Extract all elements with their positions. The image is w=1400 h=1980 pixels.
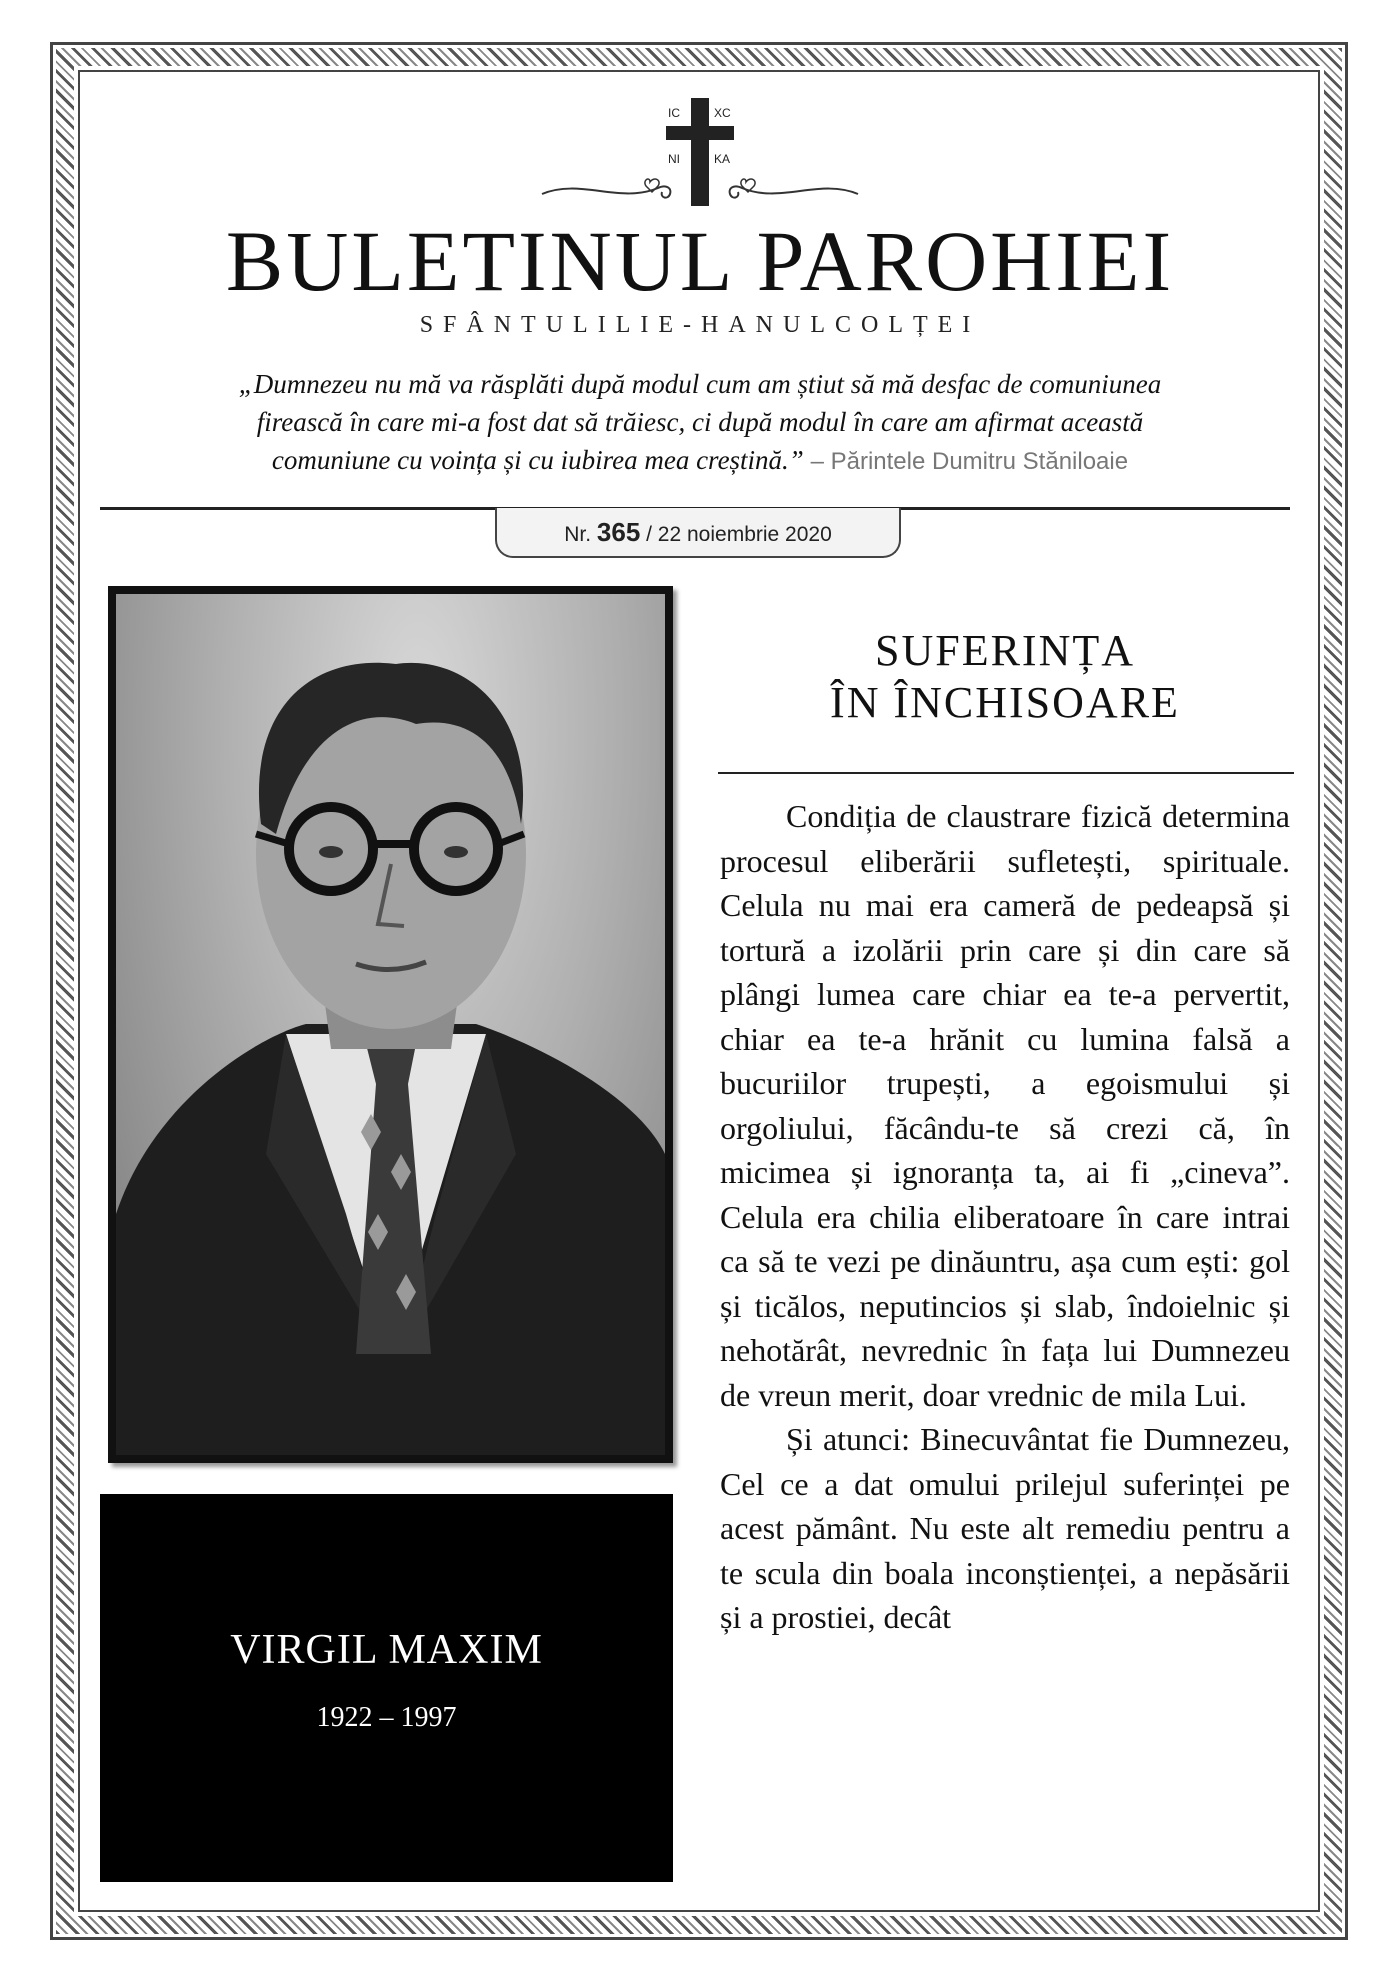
portrait-image bbox=[116, 594, 665, 1455]
issue-date: / 22 noiembrie 2020 bbox=[646, 523, 832, 546]
issue-number: 365 bbox=[596, 517, 641, 547]
quote-line-last bbox=[110, 441, 1290, 481]
epigraph-quote bbox=[110, 365, 1290, 481]
article-body bbox=[720, 794, 1290, 1640]
emblem-label-br: KA bbox=[714, 152, 731, 166]
cross-icon bbox=[691, 98, 709, 206]
issue-badge bbox=[495, 508, 901, 558]
quote-line: comuniune cu voința și cu iubirea mea creștină.” bbox=[271, 445, 804, 475]
emblem-label-tl: IC bbox=[668, 106, 680, 120]
quote-line: „Dumnezeu nu mă va răsplăti după modul cum am știut să mă desfac de comuniunea bbox=[238, 369, 1162, 399]
cross-emblem bbox=[540, 92, 860, 212]
flourish-right-icon bbox=[720, 174, 860, 204]
bulletin-title: BULETINUL PAROHIEI bbox=[225, 213, 1175, 309]
article-title bbox=[720, 625, 1290, 729]
name-panel bbox=[100, 1494, 673, 1882]
issue-prefix: Nr. bbox=[564, 523, 592, 546]
emblem-label-bl: NI bbox=[668, 152, 680, 166]
portrait-photo bbox=[108, 586, 673, 1463]
parish-subtitle: SFÂNTULILIE-HANULCOLȚEI bbox=[419, 312, 981, 338]
quote-author: – Părintele Dumitru Stăniloaie bbox=[810, 448, 1129, 475]
person-years: 1922 – 1997 bbox=[316, 1702, 457, 1733]
person-name: VIRGIL MAXIM bbox=[230, 1627, 543, 1673]
portrait-illustration bbox=[116, 594, 665, 1455]
article-paragraph: Și atunci: Binecuvântat fie Dumnezeu, Cel ce a dat omului prilejul suferinței pe acest pământ. Nu este alt remediu pentru a te scula din boala inconștienței, a nepăsării și a prostiei, decât bbox=[720, 1421, 1290, 1635]
article-paragraph: Condiția de claustrare fizică determina procesul eliberării sufletești, spirituale. Celula nu mai era cameră de pedeapsă și tortură a izolării prin care și din care să plângi lumea care chiar ea te-a pervertit, chiar ea te-a hrănit cu lumina falsă a bucuriilor trupești, a egoismului și orgoliului, făcându-te să crezi că, în micimea și ignoranța ta, ai fi „cineva”. Celula era chilia eliberatoare în care intrai ca să te vezi pe dinăuntru, așa cum ești: gol și ticălos, neputincios și slab, îndoielnic și nehotărât, nevrednic în fața lui Dumnezeu de vreun merit, doar vrednic de mila Lui. bbox=[720, 798, 1290, 1413]
article-title-line: SUFERINȚA bbox=[874, 626, 1136, 675]
article-divider bbox=[718, 772, 1294, 774]
cross-bar bbox=[666, 126, 734, 140]
flourish-left-icon bbox=[540, 174, 680, 204]
emblem-label-tr: XC bbox=[714, 106, 731, 120]
article-title-line: ÎN ÎNCHISOARE bbox=[830, 678, 1180, 727]
quote-line: firească în care mi-a fost dat să trăiesc, ci după modul în care am afirmat această bbox=[256, 407, 1144, 437]
